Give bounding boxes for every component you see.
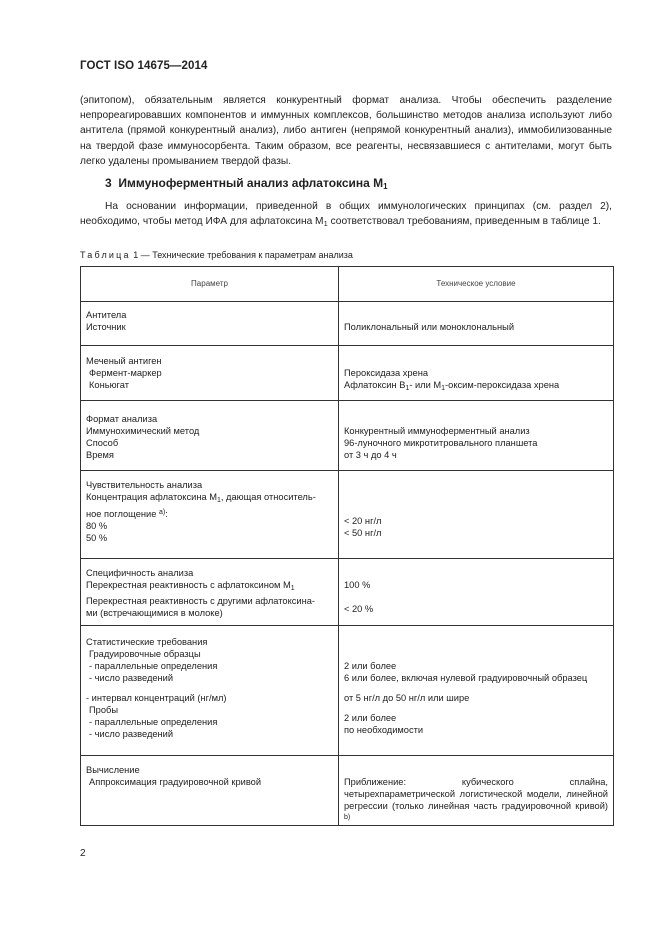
requirements-table (80, 266, 614, 826)
document-header: ГОСТ ISO 14675—2014 (80, 60, 208, 72)
param-line: Пробы (89, 705, 119, 715)
table-row (81, 302, 614, 346)
param-line: - параллельные определения (89, 661, 218, 671)
table-row (81, 626, 614, 756)
column-header-condition: Техническое условие (339, 267, 614, 302)
param-line: Концентрация афлатоксина $М_1$, дающая относитель- (86, 492, 316, 504)
section-body (80, 199, 612, 231)
param-line: 50 % (86, 533, 108, 543)
table-cell-parameter (81, 346, 339, 401)
table-cell-parameter (81, 559, 339, 626)
param-line: Антитела (86, 310, 127, 320)
section-number: 3 (105, 176, 112, 190)
table-row (81, 559, 614, 626)
param-line: - число разведений (89, 729, 174, 739)
param-line: Аппроксимация градуировочной кривой (89, 777, 262, 787)
table-cell-condition (339, 346, 614, 401)
section-text-sub: 1 (323, 219, 328, 229)
condition-line: Поликлональный или моноклональный (344, 322, 515, 332)
table-caption-text: 1 — Технические требования к параметрам анализа (133, 250, 353, 260)
condition-line: < 50 нг/л (344, 528, 382, 538)
table-cell-condition (339, 302, 614, 346)
param-line: Коньюгат (89, 380, 129, 390)
condition-line: от 5 нг/л до 50 нг/л или шире (344, 693, 470, 703)
table-row (81, 756, 614, 826)
table-cell-condition (339, 756, 614, 826)
param-line: Перекрестная реактивность с другими афлатоксина- (86, 596, 316, 606)
table-header-row (81, 267, 614, 302)
param-line: Чувствительность анализа (86, 480, 203, 490)
param-line: Способ (86, 438, 119, 448)
table-cell-parameter (81, 401, 339, 471)
param-line: Иммунохимический метод (86, 426, 200, 436)
table-cell-parameter (81, 756, 339, 826)
condition-line: Пероксидаза хрена (344, 368, 429, 378)
intro-paragraph (80, 93, 612, 169)
column-header-parameter: Параметр (81, 267, 339, 302)
param-line: Источник (86, 322, 126, 332)
param-line: Статистические требования (86, 637, 208, 647)
param-line: ное поглощение $^{a)}$: (86, 509, 168, 519)
param-line: - интервал концентраций (нг/мл) (86, 693, 227, 703)
table-cell-parameter (81, 626, 339, 756)
table-caption-label: Таблица (80, 250, 131, 260)
param-line: Время (86, 450, 114, 460)
page-number: 2 (80, 848, 86, 859)
param-line: Меченый антиген (86, 356, 162, 366)
condition-line: от 3 ч до 4 ч (344, 450, 397, 460)
condition-line: 2 или более (344, 713, 397, 723)
section-text-b: соответствовал требованиям, приведенным в таблице 1. (327, 216, 601, 228)
condition-line: < 20 % (344, 604, 374, 614)
table-row (81, 401, 614, 471)
condition-line: Афлатоксин $В_1-$ или $М_1-оксим$-пероксидаза хрена (344, 380, 560, 392)
condition-line: 96-луночного микротитровального планшета (344, 438, 538, 448)
section-title-text: Иммуноферментный анализ афлатоксина М (118, 176, 384, 190)
param-line: Специфичность анализа (86, 568, 194, 578)
section-text-a: На основании информации, приведенной в общих иммунологических принципах (см. раздел 2), необходимо, чтобы метод ИФА для афлатоксина М (80, 201, 612, 228)
param-line: Градуировочные образцы (89, 649, 201, 659)
condition-line: < 20 нг/л (344, 516, 382, 526)
table-row (81, 346, 614, 401)
param-line: ми (встречающимися в молоке) (86, 608, 223, 618)
param-line: - число разведений (89, 673, 174, 683)
section-title-subscript: 1 (383, 182, 388, 191)
condition-paragraph: Приближение: кубического сплайна, четырехпараметрической логистической модели, линейной регрессии (только линейная часть градуировочной кривой) $^{b)}$ (344, 777, 608, 821)
section-title (105, 176, 388, 191)
table-cell-condition (339, 559, 614, 626)
condition-line: 2 или более (344, 661, 397, 671)
param-line: - параллельные определения (89, 717, 218, 727)
table-caption (80, 250, 353, 260)
param-line: Фермент-маркер (89, 368, 162, 378)
param-line: 80 % (86, 521, 108, 531)
table-cell-parameter (81, 302, 339, 346)
table-cell-condition (339, 626, 614, 756)
intro-text: (эпитопом), обязательным является конкурентный формат анализа. Чтобы обеспечить разделение непрореагировавших компонентов и иммунных комплексов, большинство методов анализа используют либо антитела (прямой конкурентный анализ), либо антиген (непрямой конкурентный анализ), иммобилизованные на твердой фазе иммуносорбента. Таким образом, все реагенты, несвязавшиеся с антителами, могут быть легко удалены промыванием твердой фазы. (80, 95, 612, 167)
table-cell-parameter (81, 471, 339, 559)
section-paragraph (80, 199, 612, 231)
table-cell-condition (339, 401, 614, 471)
table-row (81, 471, 614, 559)
param-line: Вычисление (86, 765, 140, 775)
table-cell-condition (339, 471, 614, 559)
param-line: Перекрестная реактивность с афлатоксином $М_1$ (86, 580, 295, 592)
condition-line: 100 % (344, 580, 371, 590)
condition-line: по необходимости (344, 725, 424, 735)
condition-line: 6 или более, включая нулевой градуировочный образец (344, 673, 588, 683)
condition-line: Конкурентный иммуноферментный анализ (344, 426, 530, 436)
param-line: Формат анализа (86, 414, 158, 424)
